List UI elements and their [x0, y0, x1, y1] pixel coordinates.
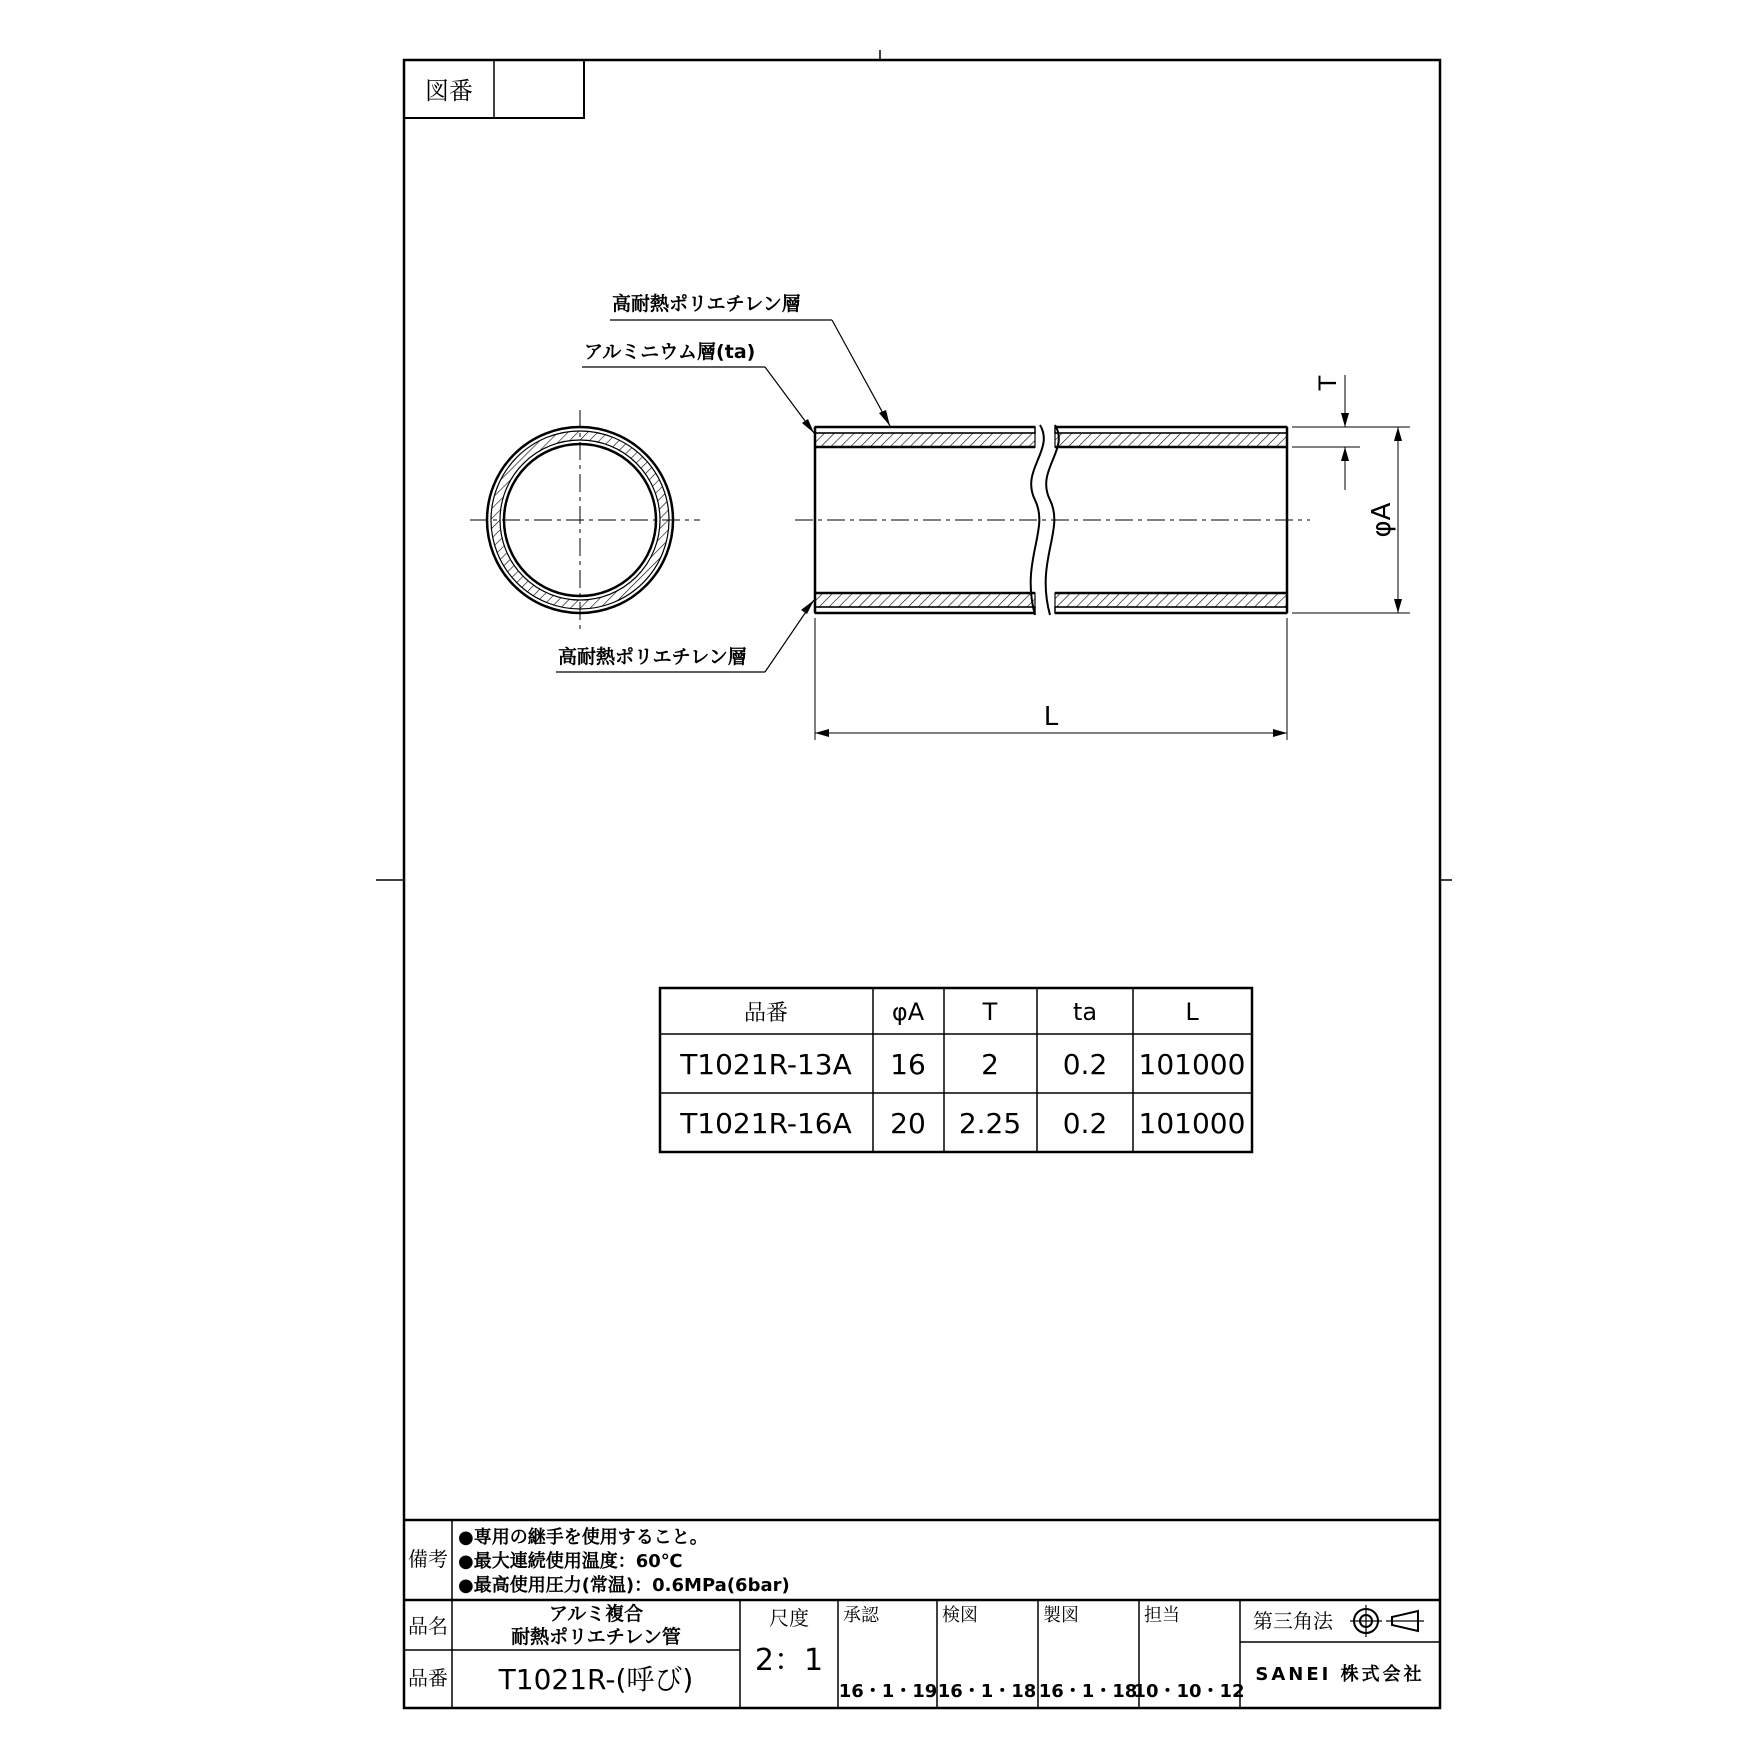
- pipe-end-view: [470, 410, 700, 630]
- spec-row1-L: 101000: [1138, 1048, 1246, 1081]
- check-date: 16・1・18: [937, 1681, 1037, 1702]
- remarks-label: 備考: [408, 1547, 448, 1571]
- product-name-line2: 耐熱ポリエチレン管: [511, 1626, 681, 1648]
- spec-header-L: L: [1185, 998, 1199, 1026]
- spec-header-phiA: φA: [891, 998, 925, 1026]
- approval-label: 承認: [843, 1605, 879, 1626]
- remark-line-2: ●最大連続使用温度：60℃: [458, 1551, 683, 1572]
- spec-row1-product: T1021R-13A: [680, 1048, 852, 1081]
- product-code-label: 品番: [408, 1666, 448, 1690]
- scale-label: 尺度: [769, 1606, 809, 1630]
- spec-row1-phiA: 16: [890, 1048, 926, 1081]
- spec-row1-T: 2: [981, 1048, 999, 1081]
- spec-table: [660, 988, 1252, 1152]
- spec-header-product: 品番: [743, 1001, 789, 1026]
- projection-label: 第三角法: [1253, 1609, 1333, 1633]
- drawn-label: 製図: [1043, 1605, 1079, 1626]
- spec-row2-product: T1021R-16A: [680, 1107, 852, 1140]
- charge-label: 担当: [1144, 1605, 1180, 1626]
- scale-value: 2：1: [754, 1643, 824, 1678]
- dimension-T: [1292, 375, 1360, 490]
- dimension-L: [815, 618, 1287, 740]
- drawing-number-label: 図番: [425, 77, 473, 105]
- drawn-date: 16・1・18: [1038, 1681, 1138, 1702]
- dimension-phiA-label: φA: [1367, 502, 1397, 538]
- company-name: SANEI 株式会社: [1255, 1664, 1425, 1685]
- spec-header-ta: ta: [1072, 998, 1098, 1026]
- spec-row2-L: 101000: [1138, 1107, 1246, 1140]
- callout-aluminium-layer-text: アルミニウム層(ta): [584, 341, 756, 363]
- spec-row2-T: 2.25: [958, 1107, 1022, 1140]
- drawing-number-box: [404, 60, 584, 118]
- dimension-L-label: L: [1043, 702, 1059, 732]
- pipe-side-view: [795, 425, 1310, 615]
- spec-row2-phiA: 20: [890, 1107, 926, 1140]
- remark-line-3: ●最高使用圧力(常温)：0.6MPa(6bar): [458, 1575, 790, 1596]
- callout-outer-layer-top-text: 高耐熱ポリエチレン層: [612, 293, 801, 315]
- title-block: [404, 1600, 1440, 1708]
- remark-line-1: ●専用の継手を使用すること。: [458, 1527, 708, 1548]
- callout-aluminium-layer: [582, 341, 814, 433]
- approval-date: 16・1・19: [838, 1681, 938, 1702]
- spec-header-T: T: [982, 998, 998, 1026]
- check-label: 検図: [942, 1605, 978, 1626]
- sheet-border: [404, 60, 1440, 1708]
- product-name-line1: アルミ複合: [548, 1603, 644, 1625]
- spec-row1-ta: 0.2: [1062, 1048, 1108, 1081]
- callout-inner-layer-text: 高耐熱ポリエチレン層: [558, 646, 747, 668]
- dimension-T-label: T: [1314, 375, 1342, 391]
- product-name-label: 品名: [408, 1614, 448, 1638]
- charge-date: 10・10・12: [1133, 1681, 1245, 1702]
- third-angle-projection-icon: [1350, 1605, 1424, 1637]
- spec-row2-ta: 0.2: [1062, 1107, 1108, 1140]
- remarks-box: [404, 1520, 1440, 1600]
- product-code-value: T1021R-(呼び): [498, 1663, 694, 1696]
